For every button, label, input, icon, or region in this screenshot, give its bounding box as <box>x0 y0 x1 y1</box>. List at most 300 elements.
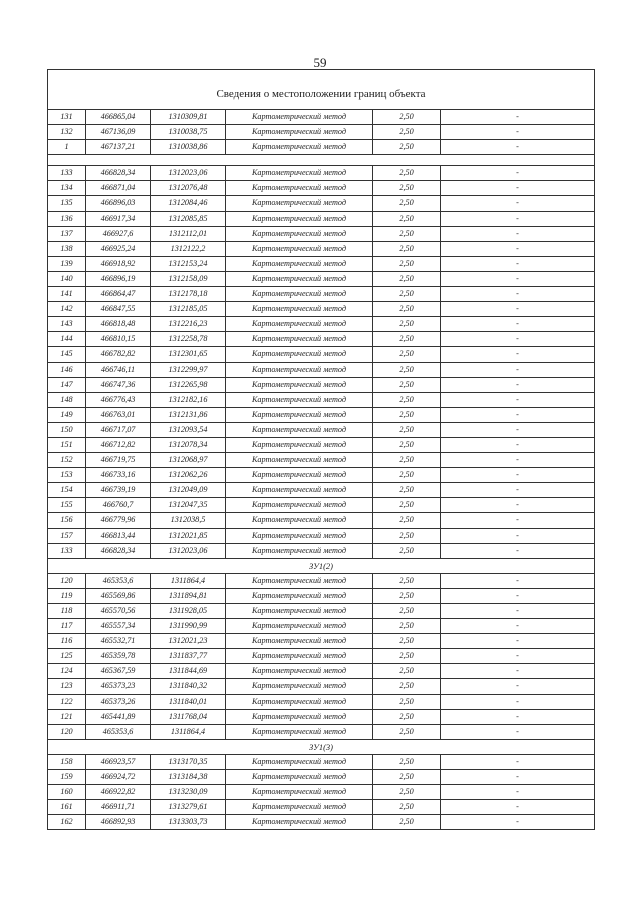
accuracy-cell: 2,50 <box>373 287 441 302</box>
point-number-cell: 132 <box>48 125 86 140</box>
description-cell: - <box>441 362 595 377</box>
accuracy-cell: 2,50 <box>373 498 441 513</box>
table-row <box>48 110 595 125</box>
table-row <box>48 468 595 483</box>
point-number-cell: 148 <box>48 392 86 407</box>
point-number-cell: 139 <box>48 256 86 271</box>
table-row <box>48 302 595 317</box>
accuracy-cell: 2,50 <box>373 347 441 362</box>
table-row <box>48 770 595 785</box>
description-cell: - <box>441 513 595 528</box>
table-row <box>48 347 595 362</box>
point-number-cell: 155 <box>48 498 86 513</box>
description-cell: - <box>441 634 595 649</box>
x-coordinate-cell: 465557,34 <box>86 619 151 634</box>
point-number-cell: 133 <box>48 166 86 181</box>
point-number-cell: 143 <box>48 317 86 332</box>
table-row <box>48 140 595 155</box>
section-label: ЗУ1(2) <box>48 558 595 573</box>
y-coordinate-cell: 1312265,98 <box>151 377 226 392</box>
y-coordinate-cell: 1313303,73 <box>151 815 226 830</box>
x-coordinate-cell: 466865,04 <box>86 110 151 125</box>
description-cell: - <box>441 453 595 468</box>
x-coordinate-cell: 465569,86 <box>86 588 151 603</box>
table-row <box>48 754 595 769</box>
section-label: ЗУ1(3) <box>48 739 595 754</box>
point-number-cell: 162 <box>48 815 86 830</box>
point-number-cell: 159 <box>48 770 86 785</box>
y-coordinate-cell: 1312153,24 <box>151 256 226 271</box>
accuracy-cell: 2,50 <box>373 709 441 724</box>
description-cell: - <box>441 770 595 785</box>
x-coordinate-cell: 466746,11 <box>86 362 151 377</box>
x-coordinate-cell: 466717,07 <box>86 422 151 437</box>
x-coordinate-cell: 465373,26 <box>86 694 151 709</box>
table-row <box>48 649 595 664</box>
x-coordinate-cell: 466864,47 <box>86 287 151 302</box>
description-cell: - <box>441 181 595 196</box>
table-row <box>48 125 595 140</box>
method-cell: Картометрический метод <box>226 196 373 211</box>
accuracy-cell: 2,50 <box>373 140 441 155</box>
x-coordinate-cell: 466779,96 <box>86 513 151 528</box>
method-cell: Картометрический метод <box>226 332 373 347</box>
point-number-cell: 144 <box>48 332 86 347</box>
x-coordinate-cell: 466733,16 <box>86 468 151 483</box>
y-coordinate-cell: 1312023,06 <box>151 166 226 181</box>
description-cell: - <box>441 709 595 724</box>
y-coordinate-cell: 1312068,97 <box>151 453 226 468</box>
method-cell: Картометрический метод <box>226 140 373 155</box>
section-header-row <box>48 739 595 754</box>
y-coordinate-cell: 1312158,09 <box>151 271 226 286</box>
method-cell: Картометрический метод <box>226 528 373 543</box>
y-coordinate-cell: 1311844,69 <box>151 664 226 679</box>
x-coordinate-cell: 465353,6 <box>86 573 151 588</box>
accuracy-cell: 2,50 <box>373 226 441 241</box>
description-cell: - <box>441 287 595 302</box>
section-header-row <box>48 558 595 573</box>
table-row <box>48 619 595 634</box>
accuracy-cell: 2,50 <box>373 125 441 140</box>
y-coordinate-cell: 1311928,05 <box>151 604 226 619</box>
accuracy-cell: 2,50 <box>373 770 441 785</box>
point-number-cell: 142 <box>48 302 86 317</box>
table-row <box>48 422 595 437</box>
table-row <box>48 679 595 694</box>
point-number-cell: 136 <box>48 211 86 226</box>
method-cell: Картометрический метод <box>226 407 373 422</box>
accuracy-cell: 2,50 <box>373 332 441 347</box>
point-number-cell: 158 <box>48 754 86 769</box>
table-row <box>48 709 595 724</box>
table-row <box>48 800 595 815</box>
table-row <box>48 332 595 347</box>
description-cell: - <box>441 407 595 422</box>
point-number-cell: 119 <box>48 588 86 603</box>
x-coordinate-cell: 466924,72 <box>86 770 151 785</box>
x-coordinate-cell: 467137,21 <box>86 140 151 155</box>
table-row <box>48 694 595 709</box>
method-cell: Картометрический метод <box>226 256 373 271</box>
method-cell: Картометрический метод <box>226 785 373 800</box>
point-number-cell: 141 <box>48 287 86 302</box>
accuracy-cell: 2,50 <box>373 196 441 211</box>
table-row <box>48 664 595 679</box>
x-coordinate-cell: 466818,48 <box>86 317 151 332</box>
point-number-cell: 152 <box>48 453 86 468</box>
point-number-cell: 125 <box>48 649 86 664</box>
method-cell: Картометрический метод <box>226 453 373 468</box>
method-cell: Картометрический метод <box>226 347 373 362</box>
accuracy-cell: 2,50 <box>373 271 441 286</box>
x-coordinate-cell: 466871,04 <box>86 181 151 196</box>
accuracy-cell: 2,50 <box>373 679 441 694</box>
accuracy-cell: 2,50 <box>373 573 441 588</box>
y-coordinate-cell: 1312049,09 <box>151 483 226 498</box>
table-row <box>48 241 595 256</box>
x-coordinate-cell: 465367,59 <box>86 664 151 679</box>
y-coordinate-cell: 1310038,86 <box>151 140 226 155</box>
description-cell: - <box>441 604 595 619</box>
method-cell: Картометрический метод <box>226 709 373 724</box>
point-number-cell: 160 <box>48 785 86 800</box>
method-cell: Картометрический метод <box>226 110 373 125</box>
accuracy-cell: 2,50 <box>373 166 441 181</box>
method-cell: Картометрический метод <box>226 513 373 528</box>
accuracy-cell: 2,50 <box>373 241 441 256</box>
description-cell: - <box>441 332 595 347</box>
description-cell: - <box>441 498 595 513</box>
description-cell: - <box>441 664 595 679</box>
point-number-cell: 161 <box>48 800 86 815</box>
point-number-cell: 145 <box>48 347 86 362</box>
y-coordinate-cell: 1312047,35 <box>151 498 226 513</box>
y-coordinate-cell: 1312301,65 <box>151 347 226 362</box>
y-coordinate-cell: 1312076,48 <box>151 181 226 196</box>
method-cell: Картометрический метод <box>226 573 373 588</box>
y-coordinate-cell: 1310309,81 <box>151 110 226 125</box>
accuracy-cell: 2,50 <box>373 437 441 452</box>
y-coordinate-cell: 1312062,26 <box>151 468 226 483</box>
x-coordinate-cell: 466782,82 <box>86 347 151 362</box>
x-coordinate-cell: 465441,89 <box>86 709 151 724</box>
table-row <box>48 573 595 588</box>
table-row <box>48 634 595 649</box>
table-row <box>48 407 595 422</box>
point-number-cell: 137 <box>48 226 86 241</box>
accuracy-cell: 2,50 <box>373 453 441 468</box>
point-number-cell: 123 <box>48 679 86 694</box>
accuracy-cell: 2,50 <box>373 619 441 634</box>
accuracy-cell: 2,50 <box>373 377 441 392</box>
method-cell: Картометрический метод <box>226 377 373 392</box>
x-coordinate-cell: 466927,6 <box>86 226 151 241</box>
point-number-cell: 154 <box>48 483 86 498</box>
y-coordinate-cell: 1312216,23 <box>151 317 226 332</box>
method-cell: Картометрический метод <box>226 694 373 709</box>
description-cell: - <box>441 619 595 634</box>
point-number-cell: 118 <box>48 604 86 619</box>
y-coordinate-cell: 1313230,09 <box>151 785 226 800</box>
description-cell: - <box>441 196 595 211</box>
x-coordinate-cell: 466739,19 <box>86 483 151 498</box>
method-cell: Картометрический метод <box>226 498 373 513</box>
point-number-cell: 117 <box>48 619 86 634</box>
boundary-table-container <box>47 69 594 830</box>
table-title-row <box>48 70 595 110</box>
table-row <box>48 437 595 452</box>
table-row <box>48 785 595 800</box>
table-row <box>48 815 595 830</box>
accuracy-cell: 2,50 <box>373 588 441 603</box>
point-number-cell: 120 <box>48 573 86 588</box>
x-coordinate-cell: 466925,24 <box>86 241 151 256</box>
method-cell: Картометрический метод <box>226 588 373 603</box>
y-coordinate-cell: 1312299,97 <box>151 362 226 377</box>
description-cell: - <box>441 271 595 286</box>
y-coordinate-cell: 1312038,5 <box>151 513 226 528</box>
method-cell: Картометрический метод <box>226 483 373 498</box>
y-coordinate-cell: 1311837,77 <box>151 649 226 664</box>
x-coordinate-cell: 466828,34 <box>86 166 151 181</box>
y-coordinate-cell: 1312131,86 <box>151 407 226 422</box>
point-number-cell: 134 <box>48 181 86 196</box>
table-row <box>48 392 595 407</box>
x-coordinate-cell: 466719,75 <box>86 453 151 468</box>
accuracy-cell: 2,50 <box>373 483 441 498</box>
method-cell: Картометрический метод <box>226 437 373 452</box>
method-cell: Картометрический метод <box>226 679 373 694</box>
separator-row <box>48 155 595 166</box>
table-row <box>48 196 595 211</box>
table-row <box>48 483 595 498</box>
point-number-cell: 140 <box>48 271 86 286</box>
method-cell: Картометрический метод <box>226 181 373 196</box>
description-cell: - <box>441 125 595 140</box>
description-cell: - <box>441 785 595 800</box>
point-number-cell: 135 <box>48 196 86 211</box>
point-number-cell: 157 <box>48 528 86 543</box>
y-coordinate-cell: 1312023,06 <box>151 543 226 558</box>
table-row <box>48 724 595 739</box>
x-coordinate-cell: 466712,82 <box>86 437 151 452</box>
method-cell: Картометрический метод <box>226 271 373 286</box>
y-coordinate-cell: 1312021,23 <box>151 634 226 649</box>
x-coordinate-cell: 466810,15 <box>86 332 151 347</box>
table-row <box>48 287 595 302</box>
table-row <box>48 377 595 392</box>
point-number-cell: 151 <box>48 437 86 452</box>
accuracy-cell: 2,50 <box>373 181 441 196</box>
description-cell: - <box>441 468 595 483</box>
method-cell: Картометрический метод <box>226 619 373 634</box>
description-cell: - <box>441 302 595 317</box>
y-coordinate-cell: 1311990,99 <box>151 619 226 634</box>
accuracy-cell: 2,50 <box>373 785 441 800</box>
description-cell: - <box>441 754 595 769</box>
x-coordinate-cell: 466896,03 <box>86 196 151 211</box>
y-coordinate-cell: 1311840,01 <box>151 694 226 709</box>
description-cell: - <box>441 347 595 362</box>
point-number-cell: 153 <box>48 468 86 483</box>
y-coordinate-cell: 1311768,04 <box>151 709 226 724</box>
y-coordinate-cell: 1312021,85 <box>151 528 226 543</box>
description-cell: - <box>441 226 595 241</box>
description-cell: - <box>441 528 595 543</box>
accuracy-cell: 2,50 <box>373 211 441 226</box>
accuracy-cell: 2,50 <box>373 694 441 709</box>
table-row <box>48 588 595 603</box>
point-number-cell: 121 <box>48 709 86 724</box>
method-cell: Картометрический метод <box>226 634 373 649</box>
description-cell: - <box>441 724 595 739</box>
description-cell: - <box>441 679 595 694</box>
boundary-coordinates-table <box>47 69 595 830</box>
description-cell: - <box>441 815 595 830</box>
table-row <box>48 453 595 468</box>
point-number-cell: 133 <box>48 543 86 558</box>
x-coordinate-cell: 466813,44 <box>86 528 151 543</box>
point-number-cell: 124 <box>48 664 86 679</box>
table-row <box>48 166 595 181</box>
point-number-cell: 116 <box>48 634 86 649</box>
accuracy-cell: 2,50 <box>373 528 441 543</box>
description-cell: - <box>441 800 595 815</box>
method-cell: Картометрический метод <box>226 422 373 437</box>
point-number-cell: 147 <box>48 377 86 392</box>
y-coordinate-cell: 1312182,16 <box>151 392 226 407</box>
accuracy-cell: 2,50 <box>373 110 441 125</box>
method-cell: Картометрический метод <box>226 800 373 815</box>
table-row <box>48 362 595 377</box>
method-cell: Картометрический метод <box>226 392 373 407</box>
point-number-cell: 120 <box>48 724 86 739</box>
y-coordinate-cell: 1313279,61 <box>151 800 226 815</box>
accuracy-cell: 2,50 <box>373 604 441 619</box>
description-cell: - <box>441 377 595 392</box>
x-coordinate-cell: 465359,78 <box>86 649 151 664</box>
point-number-cell: 149 <box>48 407 86 422</box>
method-cell: Картометрический метод <box>226 226 373 241</box>
accuracy-cell: 2,50 <box>373 468 441 483</box>
table-row <box>48 271 595 286</box>
y-coordinate-cell: 1313170,35 <box>151 754 226 769</box>
accuracy-cell: 2,50 <box>373 649 441 664</box>
table-row <box>48 211 595 226</box>
x-coordinate-cell: 467136,09 <box>86 125 151 140</box>
description-cell: - <box>441 588 595 603</box>
table-row <box>48 604 595 619</box>
y-coordinate-cell: 1312258,78 <box>151 332 226 347</box>
method-cell: Картометрический метод <box>226 604 373 619</box>
page-number: 59 <box>313 55 327 70</box>
accuracy-cell: 2,50 <box>373 392 441 407</box>
x-coordinate-cell: 466847,55 <box>86 302 151 317</box>
x-coordinate-cell: 466923,57 <box>86 754 151 769</box>
x-coordinate-cell: 466896,19 <box>86 271 151 286</box>
accuracy-cell: 2,50 <box>373 800 441 815</box>
point-number-cell: 146 <box>48 362 86 377</box>
table-title: Сведения о местоположении границ объекта <box>48 70 595 110</box>
x-coordinate-cell: 465353,6 <box>86 724 151 739</box>
description-cell: - <box>441 543 595 558</box>
method-cell: Картометрический метод <box>226 770 373 785</box>
description-cell: - <box>441 317 595 332</box>
accuracy-cell: 2,50 <box>373 362 441 377</box>
method-cell: Картометрический метод <box>226 724 373 739</box>
y-coordinate-cell: 1312085,85 <box>151 211 226 226</box>
x-coordinate-cell: 465570,56 <box>86 604 151 619</box>
table-row <box>48 226 595 241</box>
description-cell: - <box>441 166 595 181</box>
x-coordinate-cell: 466763,01 <box>86 407 151 422</box>
y-coordinate-cell: 1312078,34 <box>151 437 226 452</box>
description-cell: - <box>441 437 595 452</box>
description-cell: - <box>441 140 595 155</box>
method-cell: Картометрический метод <box>226 317 373 332</box>
y-coordinate-cell: 1312185,05 <box>151 302 226 317</box>
method-cell: Картометрический метод <box>226 362 373 377</box>
table-row <box>48 513 595 528</box>
table-row <box>48 181 595 196</box>
method-cell: Картометрический метод <box>226 815 373 830</box>
point-number-cell: 138 <box>48 241 86 256</box>
method-cell: Картометрический метод <box>226 468 373 483</box>
method-cell: Картометрический метод <box>226 287 373 302</box>
y-coordinate-cell: 1312178,18 <box>151 287 226 302</box>
accuracy-cell: 2,50 <box>373 422 441 437</box>
x-coordinate-cell: 466918,92 <box>86 256 151 271</box>
method-cell: Картометрический метод <box>226 211 373 226</box>
table-row <box>48 543 595 558</box>
point-number-cell: 150 <box>48 422 86 437</box>
description-cell: - <box>441 256 595 271</box>
table-row <box>48 317 595 332</box>
table-row <box>48 256 595 271</box>
method-cell: Картометрический метод <box>226 664 373 679</box>
accuracy-cell: 2,50 <box>373 543 441 558</box>
y-coordinate-cell: 1311840,32 <box>151 679 226 694</box>
x-coordinate-cell: 466917,34 <box>86 211 151 226</box>
x-coordinate-cell: 465373,23 <box>86 679 151 694</box>
y-coordinate-cell: 1311864,4 <box>151 724 226 739</box>
y-coordinate-cell: 1311894,81 <box>151 588 226 603</box>
description-cell: - <box>441 694 595 709</box>
y-coordinate-cell: 1312093,54 <box>151 422 226 437</box>
accuracy-cell: 2,50 <box>373 815 441 830</box>
description-cell: - <box>441 110 595 125</box>
description-cell: - <box>441 422 595 437</box>
method-cell: Картометрический метод <box>226 166 373 181</box>
x-coordinate-cell: 466760,7 <box>86 498 151 513</box>
x-coordinate-cell: 466922,82 <box>86 785 151 800</box>
description-cell: - <box>441 573 595 588</box>
method-cell: Картометрический метод <box>226 125 373 140</box>
table-row <box>48 498 595 513</box>
separator-cell <box>48 155 595 166</box>
method-cell: Картометрический метод <box>226 649 373 664</box>
method-cell: Картометрический метод <box>226 302 373 317</box>
accuracy-cell: 2,50 <box>373 754 441 769</box>
accuracy-cell: 2,50 <box>373 256 441 271</box>
point-number-cell: 156 <box>48 513 86 528</box>
y-coordinate-cell: 1312084,46 <box>151 196 226 211</box>
description-cell: - <box>441 241 595 256</box>
y-coordinate-cell: 1312112,01 <box>151 226 226 241</box>
method-cell: Картометрический метод <box>226 241 373 256</box>
accuracy-cell: 2,50 <box>373 513 441 528</box>
